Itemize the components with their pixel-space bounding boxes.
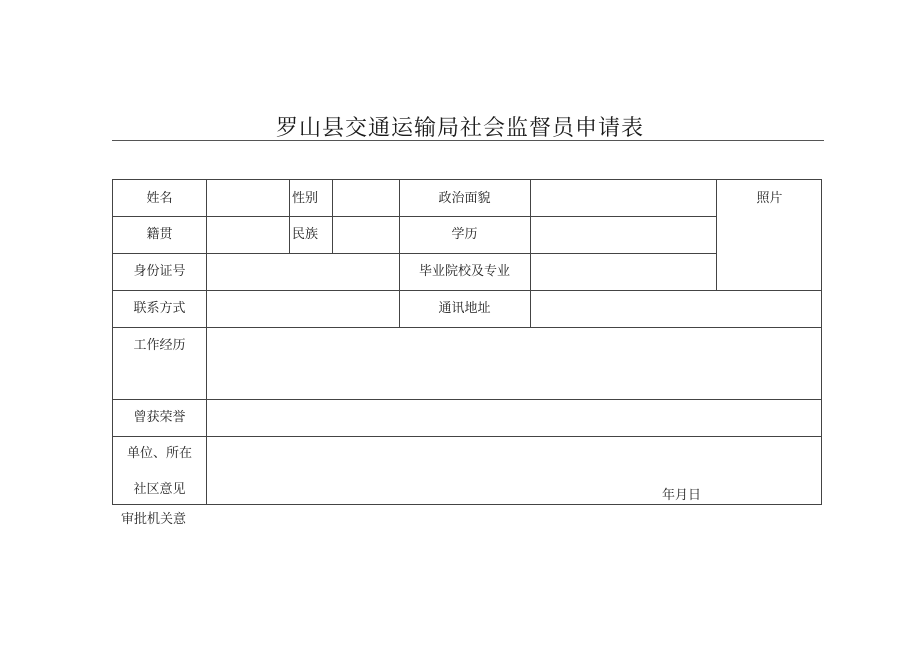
row-divider — [113, 327, 821, 328]
label-political-status: 政治面貌 — [438, 191, 491, 206]
column-divider — [332, 180, 333, 253]
label-date: 年月日 — [662, 488, 702, 503]
row-divider — [113, 290, 821, 291]
row-divider — [113, 216, 716, 217]
label-education: 学历 — [451, 227, 478, 242]
label-name: 姓名 — [146, 191, 173, 206]
title-underline — [112, 140, 824, 141]
label-photo: 照片 — [756, 191, 783, 206]
row-divider — [113, 399, 821, 400]
label-unit-opinion-line1: 单位、所在 — [126, 446, 192, 461]
label-id-number: 身份证号 — [133, 264, 186, 279]
label-school-major: 毕业院校及专业 — [418, 264, 510, 279]
column-divider — [206, 180, 207, 504]
label-contact: 联系方式 — [133, 301, 186, 316]
label-unit-opinion-line2: 社区意见 — [133, 482, 186, 497]
approval-authority-label: 审批机关意 — [121, 512, 187, 527]
label-honors: 曾获荣誉 — [133, 410, 186, 425]
row-divider — [113, 436, 821, 437]
column-divider — [289, 180, 290, 253]
row-divider — [113, 253, 716, 254]
label-address: 通讯地址 — [438, 301, 491, 316]
column-divider — [530, 180, 531, 327]
form-title: 罗山县交通运输局社会监督员申请表 — [275, 116, 644, 141]
label-gender: 性别 — [292, 191, 319, 206]
label-ethnicity: 民族 — [292, 227, 319, 242]
label-native-place: 籍贯 — [146, 227, 173, 242]
label-work-history: 工作经历 — [133, 338, 186, 353]
application-form-table — [112, 179, 822, 505]
